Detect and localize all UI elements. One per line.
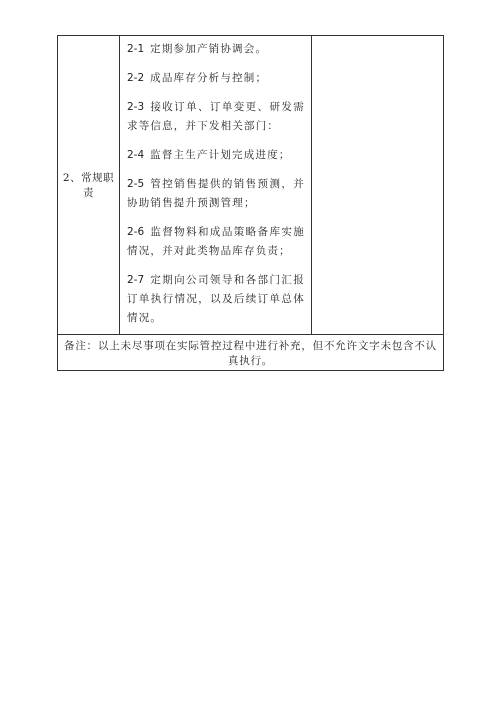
duty-item: [127, 146, 305, 165]
duties-row: [58, 36, 444, 335]
duty-item: [127, 271, 305, 328]
duty-text: 接收订单、订单变更、研发需求等信息，并下发相关部门：: [127, 101, 305, 132]
duty-text: 定期向公司领导和各部门汇报订单执行情况，以及后续订单总体情况。: [127, 274, 305, 324]
empty-cell: [312, 36, 444, 335]
duty-number: 2-7: [127, 274, 145, 286]
duty-number: 2-3: [127, 101, 145, 113]
duty-item: [127, 40, 305, 59]
section-label: 2、常规职责: [58, 36, 120, 335]
duty-item: [127, 69, 305, 88]
duty-number: 2-5: [127, 178, 145, 190]
duty-number: 2-6: [127, 226, 145, 238]
duty-number: 2-4: [127, 149, 145, 161]
note-text: 备注：以上未尽事项在实际管控过程中进行补充，但不允许文字未包含不认真执行。: [58, 335, 444, 371]
duty-item: [127, 175, 305, 213]
duties-content-cell: [120, 36, 312, 335]
duty-text: 监督主生产计划完成进度；: [150, 149, 291, 161]
duty-text: 管控销售提供的销售预测，并协助销售提升预测管理；: [127, 178, 305, 209]
duty-item: [127, 98, 305, 136]
note-row: [58, 335, 444, 371]
duties-table: [57, 35, 444, 371]
duty-text: 定期参加产销协调会。: [150, 43, 268, 55]
duty-number: 2-1: [127, 43, 145, 55]
duty-text: 监督物料和成品策略备库实施情况，并对此类物品库存负责；: [127, 226, 305, 257]
duty-text: 成品库存分析与控制；: [150, 72, 268, 84]
duty-number: 2-2: [127, 72, 145, 84]
duty-item: [127, 223, 305, 261]
